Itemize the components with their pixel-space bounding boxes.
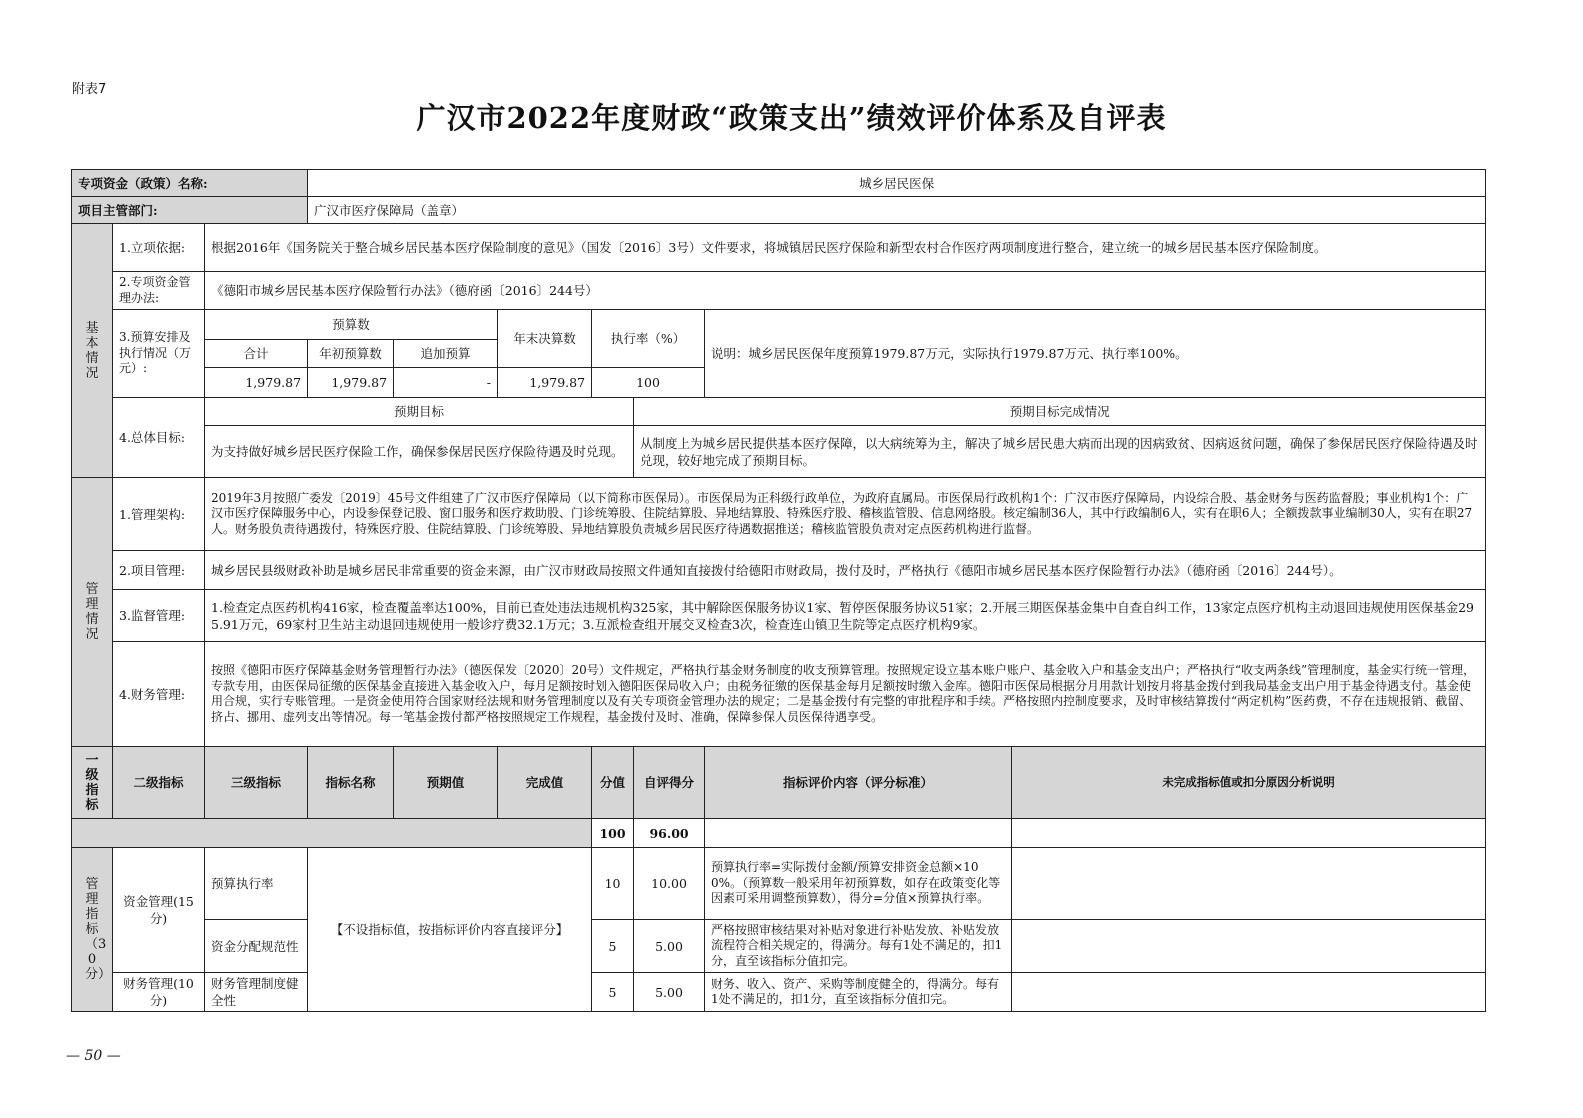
row-score: 10 [592,848,634,920]
project-label: 2.项目管理: [113,551,205,590]
level3-fund-allocation: 资金分配规范性 [205,920,308,973]
basis-text: 根据2016年《国务院关于整合城乡居民基本医疗保险制度的意见》（国发〔2016〕3号）文件要求，将城镇居民医疗保险和新型农村合作医疗两项制度进行整合，建立统一的城乡居民基本医疗保险制度。 [205,224,1486,272]
row-criteria: 财务、收入、资产、采购等制度健全的，得满分。每有1处不满足的，扣1分，直至该指标分值扣完。 [705,973,1012,1012]
expected-goal-text: 为支持做好城乡居民医疗保险工作，确保参保居民医疗保险待遇及时兑现。 [205,426,634,478]
structure-text: 2019年3月按照广委发〔2019〕45号文件组建了广汉市医疗保障局（以下简称市医保局）。市医保局为正科级行政单位，为政府直属局。市医保局行政机构1个：广汉市医疗保障局，内设综合股、基金财务与医药监督股；事业机构1个：广汉市医疗保障服务中心，内设参保登记股、窗口服务和医疗救助股、门诊统筹股、住院结算股、异地结算股、特殊医疗股、稽核监管股、信息网络股。核定编制36人，其中行政编制6人，实有在职6人；全额拨款事业编制30人，实有在职27人。财务股负责待遇拨付，特殊医疗股、住院结算股、门诊统筹股、异地结算股负责城乡居民医疗待遇数据推送；稽核监管股负责对定点医药机构进行监督。 [205,478,1486,551]
rate-header: 执行率（%） [592,310,705,368]
management-indicators-label: 管理指标（30分） [72,848,113,1012]
page-title: 广汉市2022年度财政“政策支出”绩效评价体系及自评表 [416,101,1167,135]
expected-value-header: 预期值 [394,747,498,819]
totals-criteria-blank [705,819,1012,848]
department-value: 广汉市医疗保障局（盖章） [308,197,1486,224]
completion-text: 从制度上为城乡居民提供基本医疗保障，以大病统筹为主，解决了城乡居民患大病而出现的因病致贫、因病返贫问题，确保了参保居民医疗保险待遇及时兑现，较好地完成了预期目标。 [634,426,1486,478]
finance-label: 4.财务管理: [113,642,205,747]
level1-header: 一级指标 [72,747,113,819]
row-score: 5 [592,920,634,973]
measures-label: 2.专项资金管理办法: [113,272,205,310]
fund-name-value: 城乡居民医保 [308,170,1486,197]
row-self-score: 5.00 [634,920,705,973]
total-self-score: 96.00 [634,819,705,848]
goal-label: 4.总体目标: [113,398,205,478]
department-label: 项目主管部门: [72,197,308,224]
row-score: 5 [592,973,634,1012]
level2-fund-management: 资金管理(15分) [113,848,205,973]
project-text: 城乡居民县级财政补助是城乡居民非常重要的资金来源，由广汉市财政局按照文件通知直接拨付给德阳市财政局，拨付及时，严格执行《德阳市城乡居民基本医疗保险暂行办法》（德府函〔2016〕244号）。 [205,551,1486,590]
criteria-header: 指标评价内容（评分标准） [705,747,1012,819]
measures-text: 《德阳市城乡居民基本医疗保险暂行办法》（德府函〔2016〕244号） [205,272,1486,310]
final-value: 1,979.87 [498,368,592,398]
finance-text: 按照《德阳市医疗保障基金财务管理暂行办法》（德医保发〔2020〕20号）文件规定，严格执行基金财务制度的收支预算管理。按照规定设立基本账户账户、基金收入户和基金支出户；严格执行“收支两条线”管理制度，基金实行统一管理，专款专用，由医保局征缴的医保基金直接进入基金收入户，每月足额按时划入德阳医保局收入户；由税务征缴的医保基金每月足额按时缴入金库。德阳市医保局根据分月用款计划按月将基金拨付到我局基金支出户用于基金待遇支付。基金使用合规，实行专账管理。一是资金使用符合国家财经法规和财务管理制度以及有关专项资金管理办法的规定；二是基金拨付有完整的审批程序和手续。严格按照内控制度要求，及时审核结算拨付“两定机构”医药费，不存在违规报销、截留、挤占、挪用、虚列支出等情况。每一笔基金拨付都严格按照规定工作规程，基金拨付及时、准确，保障参保人员医保待遇享受。 [205,642,1486,747]
supervision-text: 1.检查定点医药机构416家，检查覆盖率达100%，目前已查处违法违规机构325家，其中解除医保服务协议1家、暂停医保服务协议51家；2.开展三期医保基金集中自查自纠工作，13家定点医疗机构主动退回违规使用医保基金295.91万元，69家村卫生站主动退回违规使用一般诊疗费32.1万元；3.互派检查组开展交叉检查3次，检查连山镇卫生院等定点医疗机构9家。 [205,590,1486,642]
management-info-section-label: 管理情况 [72,478,113,747]
row-criteria: 预算执行率=实际拨付金额/预算安排资金总额×100%。（预算数一般采用年初预算数，如存在政策变化等因素可采用调整预算数），得分=分值×预算执行率。 [705,848,1012,920]
budget-label: 3.预算安排及执行情况（万元）: [113,310,205,398]
total-value: 1,979.87 [205,368,308,398]
indicator-name-header: 指标名称 [308,747,394,819]
basis-label: 1.立项依据: [113,224,205,272]
level3-header: 三级指标 [205,747,308,819]
initial-header: 年初预算数 [308,340,394,368]
rate-value: 100 [592,368,705,398]
merged-indicator-note: 【不设指标值，按指标评价内容直接评分】 [308,848,592,1012]
additional-header: 追加预算 [394,340,498,368]
page-number: — 50 — [66,1048,121,1064]
totals-spacer [72,819,592,848]
row-criteria: 严格按照审核结果对补贴对象进行补贴发放、补贴发放流程符合相关规定的，得满分。每有1处不满足的，扣1分，直至该指标分值扣完。 [705,920,1012,973]
row-self-score: 5.00 [634,973,705,1012]
fund-name-label: 专项资金（政策）名称: [72,170,308,197]
attachment-label: 附表7 [72,82,107,97]
reason-header: 未完成指标值或扣分原因分析说明 [1012,747,1486,819]
structure-label: 1.管理架构: [113,478,205,551]
row-reason [1012,920,1486,973]
row-self-score: 10.00 [634,848,705,920]
budget-note: 说明：城乡居民医保年度预算1979.87万元，实际执行1979.87万元、执行率100%。 [705,310,1486,398]
level3-finance-system: 财务管理制度健全性 [205,973,308,1012]
basic-info-section-label: 基本情况 [72,224,113,478]
completion-header: 预期目标完成情况 [634,398,1486,426]
level2-header: 二级指标 [113,747,205,819]
level3-budget-execution: 预算执行率 [205,848,308,920]
additional-value: - [394,368,498,398]
actual-value-header: 完成值 [498,747,592,819]
row-reason [1012,973,1486,1012]
initial-value: 1,979.87 [308,368,394,398]
supervision-label: 3.监督管理: [113,590,205,642]
budget-header: 预算数 [205,310,498,340]
level2-finance-management: 财务管理(10分) [113,973,205,1012]
evaluation-table [71,169,1486,1012]
final-header: 年末决算数 [498,310,592,368]
self-score-header: 自评得分 [634,747,705,819]
row-reason [1012,848,1486,920]
total-header: 合计 [205,340,308,368]
expected-goal-header: 预期目标 [205,398,634,426]
total-score: 100 [592,819,634,848]
score-header: 分值 [592,747,634,819]
totals-reason-blank [1012,819,1486,848]
